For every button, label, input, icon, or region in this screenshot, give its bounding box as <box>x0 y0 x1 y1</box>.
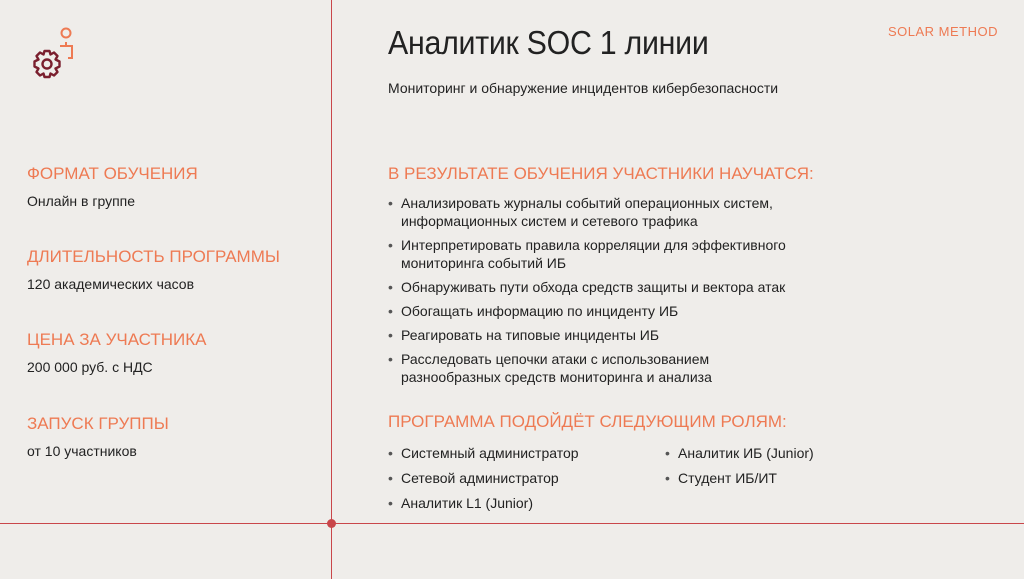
price-label: ЦЕНА ЗА УЧАСТНИКА <box>27 330 207 349</box>
list-item: • Студент ИБ/ИТ <box>665 469 885 487</box>
list-item: • Реагировать на типовые инциденты ИБ <box>388 326 848 344</box>
duration-value: 120 академических часов <box>27 276 195 292</box>
list-item: • Сетевой администратор <box>388 469 648 487</box>
duration-section <box>27 247 280 292</box>
format-value: Онлайн в группе <box>27 193 136 209</box>
roles-heading: ПРОГРАММА ПОДОЙДЁТ СЛЕДУЮЩИМ РОЛЯМ: <box>388 412 787 431</box>
list-item: • Анализировать журналы событий операционных систем, информационных систем и сетевого трафика <box>388 194 848 230</box>
horizontal-divider <box>0 523 1024 524</box>
format-section <box>27 164 198 209</box>
results-list <box>388 194 848 392</box>
roles-list-col2 <box>665 444 885 494</box>
duration-label: ДЛИТЕЛЬНОСТЬ ПРОГРАММЫ <box>27 247 280 266</box>
vertical-divider <box>331 0 332 579</box>
brand-logo-text: SOLAR METHOD <box>887 24 998 39</box>
divider-intersection-dot <box>327 519 336 528</box>
group-launch-value: от 10 участников <box>27 443 137 459</box>
list-item: • Системный администратор <box>388 444 648 462</box>
list-item: • Обогащать информацию по инциденту ИБ <box>388 302 848 320</box>
group-launch-label: ЗАПУСК ГРУППЫ <box>27 414 169 433</box>
list-item: • Расследовать цепочки атаки с использованием разнообразных средств мониторинга и анализа <box>388 350 848 386</box>
list-item: • Аналитик ИБ (Junior) <box>665 444 885 462</box>
person-gear-icon <box>28 24 80 80</box>
group-launch-section <box>27 414 169 459</box>
roles-list-col1 <box>388 444 648 519</box>
page-title: Аналитик SOC 1 линии <box>388 24 709 61</box>
list-item: • Интерпретировать правила корреляции для эффективного мониторинга событий ИБ <box>388 236 848 272</box>
list-item: • Обнаруживать пути обхода средств защиты и вектора атак <box>388 278 848 296</box>
results-heading: В РЕЗУЛЬТАТЕ ОБУЧЕНИЯ УЧАСТНИКИ НАУЧАТСЯ: <box>388 164 814 183</box>
price-section <box>27 330 207 375</box>
price-value: 200 000 руб. с НДС <box>27 359 153 375</box>
page-subtitle: Мониторинг и обнаружение инцидентов кибербезопасности <box>388 80 779 96</box>
list-item: • Аналитик L1 (Junior) <box>388 494 648 512</box>
format-label: ФОРМАТ ОБУЧЕНИЯ <box>27 164 198 183</box>
